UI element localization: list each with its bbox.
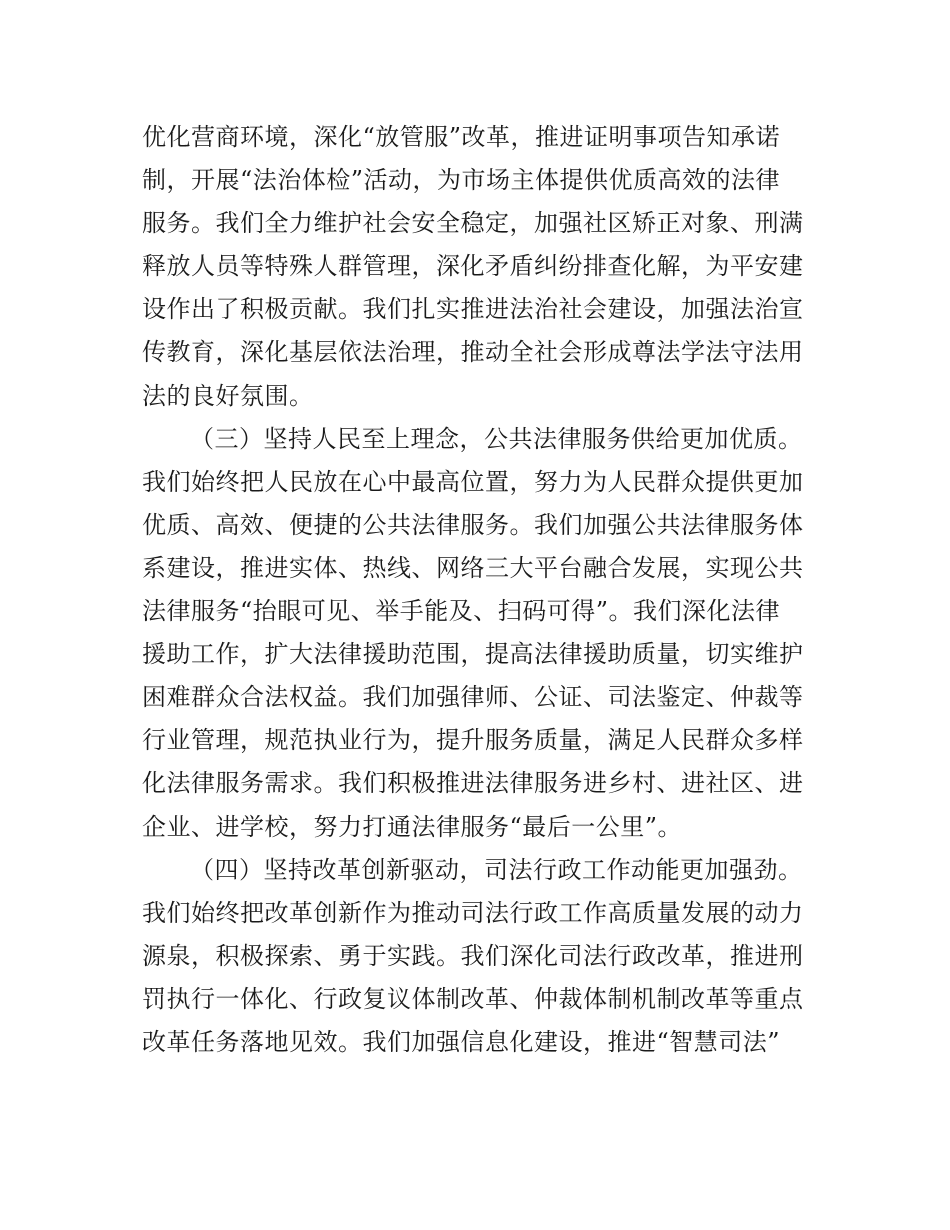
text-line: 源泉，积极探索、勇于实践。我们深化司法行政改革，推进刑 [142,941,804,970]
text-line: 我们始终把改革创新作为推动司法行政工作高质量发展的动力 [142,898,804,927]
text-line: 行业管理，规范执业行为，提升服务质量，满足人民群众多样 [142,726,804,755]
text-line: 法的良好氛围。 [142,381,314,410]
text-line: 优质、高效、便捷的公共法律服务。我们加强公共法律服务体 [142,510,804,539]
text-line: 优化营商环境，深化“放管服”改革，推进证明事项告知承诺 [142,123,781,151]
text-line: 困难群众合法权益。我们加强律师、公证、司法鉴定、仲裁等 [142,683,804,712]
text-line: 企业、进学校，努力打通法律服务“最后一公里”。 [142,812,683,841]
text-line: 我们始终把人民放在心中最高位置，努力为人民群众提供更加 [142,467,804,496]
section-heading-3: （三）坚持人民至上理念，公共法律服务供给更加优质。 [190,424,803,453]
text-line: 制，开展“法治体检”活动，为市场主体提供优质高效的法律 [142,166,781,195]
text-line: 系建设，推进实体、热线、网络三大平台融合发展，实现公共 [142,553,804,582]
section-heading-4: （四）坚持改革创新驱动，司法行政工作动能更加强劲。 [190,855,803,884]
text-line: 化法律服务需求。我们积极推进法律服务进乡村、进社区、进 [142,769,804,798]
text-line: 罚执行一体化、行政复议体制改革、仲裁体制机制改革等重点 [142,984,804,1013]
text-line: 服务。我们全力维护社会安全稳定，加强社区矫正对象、刑满 [142,209,804,238]
document-body [142,116,812,1064]
text-line: 援助工作，扩大法律援助范围，提高法律援助质量，切实维护 [142,640,804,669]
text-line: 传教育，深化基层依法治理，推动全社会形成尊法学法守法用 [142,338,804,367]
text-line: 释放人员等特殊人群管理，深化矛盾纠纷排查化解，为平安建 [142,252,804,281]
text-line: 法律服务“抬眼可见、举手能及、扫码可得”。我们深化法律 [142,597,781,626]
text-line: 设作出了积极贡献。我们扎实推进法治社会建设，加强法治宣 [142,295,804,324]
text-line: 改革任务落地见效。我们加强信息化建设，推进“智慧司法” [142,1027,781,1056]
